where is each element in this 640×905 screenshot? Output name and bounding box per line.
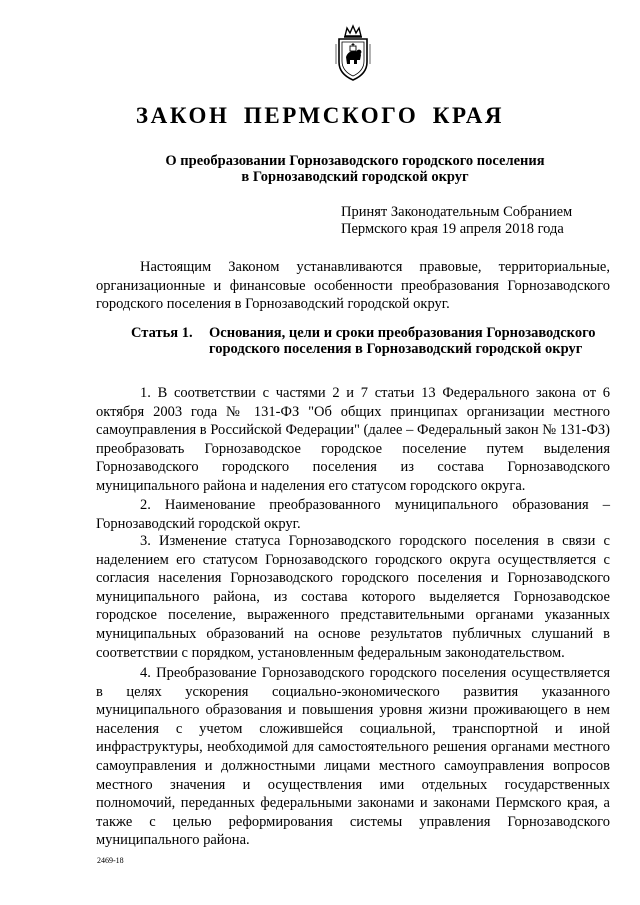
adoption-note-line1: Принят Законодательным Собранием	[341, 204, 573, 220]
article-paragraph-4: 4. Преобразование Горнозаводского городского поселения осуществляется в целях ускорения социально-экономического развития указанного муниципального образования и повышения уровня жизни проживающего в нем населения с учетом сложившейся социальной, транспортной и иной инфраструктуры, необходимой для самостоятельного решения органами местного самоуправления и должностными лицами местного самоуправления вопросов местного значения и осуществления ими отдельных государственных полномочий, переданных федеральными законами и законами Пермского края, а также с целью реформирования системы управления Горнозаводского муниципального района.	[96, 665, 610, 849]
law-title: ЗАКОН ПЕРМСКОГО КРАЯ	[135, 103, 505, 128]
adoption-note	[341, 204, 601, 237]
document-code: 2469-18	[97, 856, 124, 865]
intro-paragraph: Настоящим Законом устанавливаются правовые, территориальные, организационные и финансовые особенности преобразования Горнозаводского городского поселения в Горнозаводский городской округ.	[96, 259, 610, 313]
coat-of-arms-icon	[331, 24, 375, 82]
article-paragraph-1: 1. В соответствии с частями 2 и 7 статьи 13 Федерального закона от 6 октября 2003 года № 131-ФЗ "Об общих принципах организации местного самоуправления в Российской Федерации" (далее – Федеральный закон № 131-ФЗ) преобразовать Горнозаводское городское поселение путем выделения Горнозаводского городского поселения из состава Горнозаводского муниципального района и наделения его статусом городского округа.	[96, 385, 610, 494]
article-paragraph-2: 2. Наименование преобразованного муниципального образования – Горнозаводский городской округ.	[96, 497, 610, 532]
article-paragraph-3: 3. Изменение статуса Горнозаводского городского поселения в связи с наделением его статусом Горнозаводского городского округа осуществляется с согласия населения Горнозаводского городского поселения и Горнозаводского муниципального района, из состава которого выделяется Горнозаводское городское поселение, выраженного представительными органами указанных муниципальных образований на основе результатов публичных слушаний в соответствии с порядком, установленным федеральным законодательством.	[96, 533, 610, 661]
article-title: Основания, цели и сроки преобразования Горнозаводского городского поселения в Горнозаводский городской округ	[209, 325, 596, 357]
article-number: Статья 1.	[131, 325, 193, 341]
adoption-note-line2: Пермского края 19 апреля 2018 года	[341, 220, 564, 237]
article-heading	[131, 326, 611, 357]
law-subtitle-line2: в Горнозаводский городской округ	[241, 169, 469, 185]
law-subtitle-line1: О преобразовании Горнозаводского городского поселения	[165, 153, 545, 169]
law-subtitle	[0, 153, 640, 185]
